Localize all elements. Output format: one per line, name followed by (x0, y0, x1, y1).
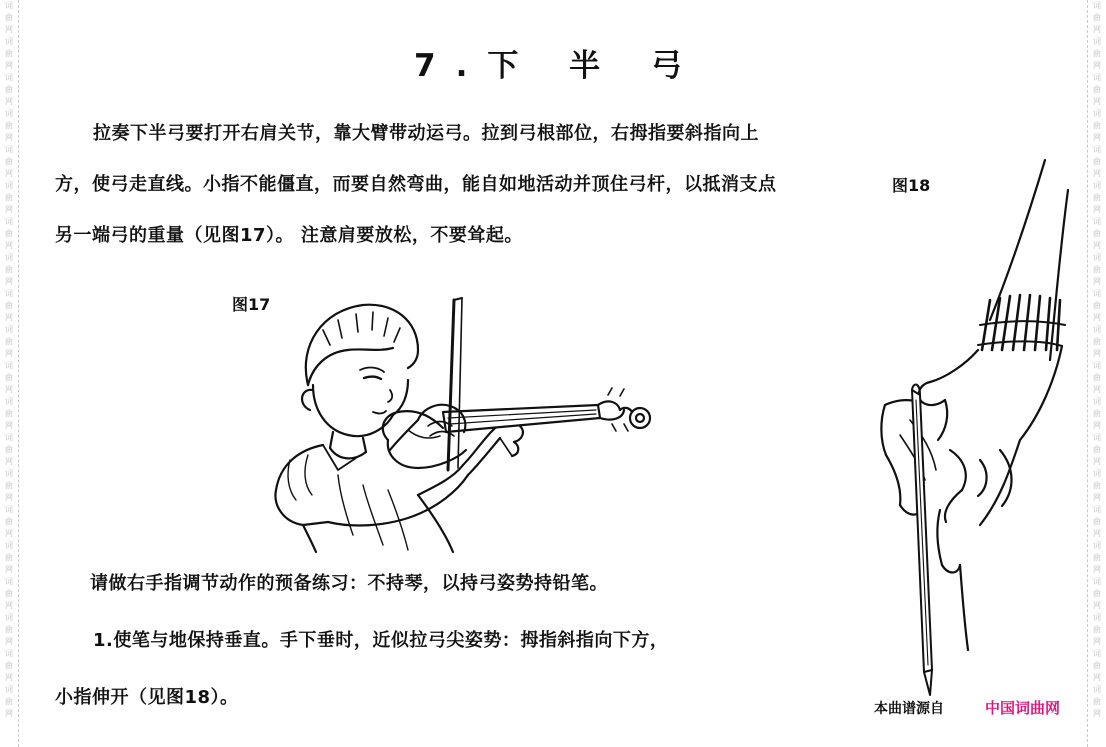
paragraph-exercise-1 (55, 612, 815, 726)
right-margin (1087, 0, 1106, 747)
source-label: 本曲谱源自 (874, 701, 944, 717)
boy-playing-violin-illustration (268, 290, 668, 555)
figure-17-caption: 图17 (232, 295, 271, 314)
left-margin (0, 0, 19, 747)
paragraph-preparatory-exercise: 请做右手指调节动作的预备练习：不持琴，以持弓姿势持铅笔。 (90, 573, 608, 594)
paragraph-lower-half-bow: 拉奏下半弓要打开右肩关节，靠大臂带动运弓。拉到弓根部位，右拇指要斜指向上方，使弓走直线。小指不能僵直，而要自然弯曲，能自如地活动并顶住弓杆，以抵消支点另一端弓的重量（见图17）。 注意肩要放松，不要耸起。 (55, 123, 777, 246)
figure-18-caption: 图18 (892, 176, 931, 195)
hand-holding-pencil-illustration (850, 150, 1080, 705)
watermark-column-right: 词曲网词曲网词曲网词曲网词曲网词曲网词曲网词曲网词曲网词曲网词曲网词曲网词曲网词曲网词曲网词曲网词曲网词曲网词曲网词曲网 (1093, 1, 1101, 718)
exercise-1-line-1: 1.使笔与地保持垂直。手下垂时，近似拉弓尖姿势：拇指斜指向下方， (93, 630, 669, 651)
exercise-1-line-2: 小指伸开（见图18）。 (55, 687, 239, 708)
brand-link[interactable]: 中国词曲网 (985, 699, 1061, 717)
watermark-column-left: 词曲网词曲网词曲网词曲网词曲网词曲网词曲网词曲网词曲网词曲网词曲网词曲网词曲网词曲网词曲网词曲网词曲网词曲网词曲网词曲网 (5, 1, 13, 718)
page-title: 7.下 半 弓 (414, 48, 702, 84)
